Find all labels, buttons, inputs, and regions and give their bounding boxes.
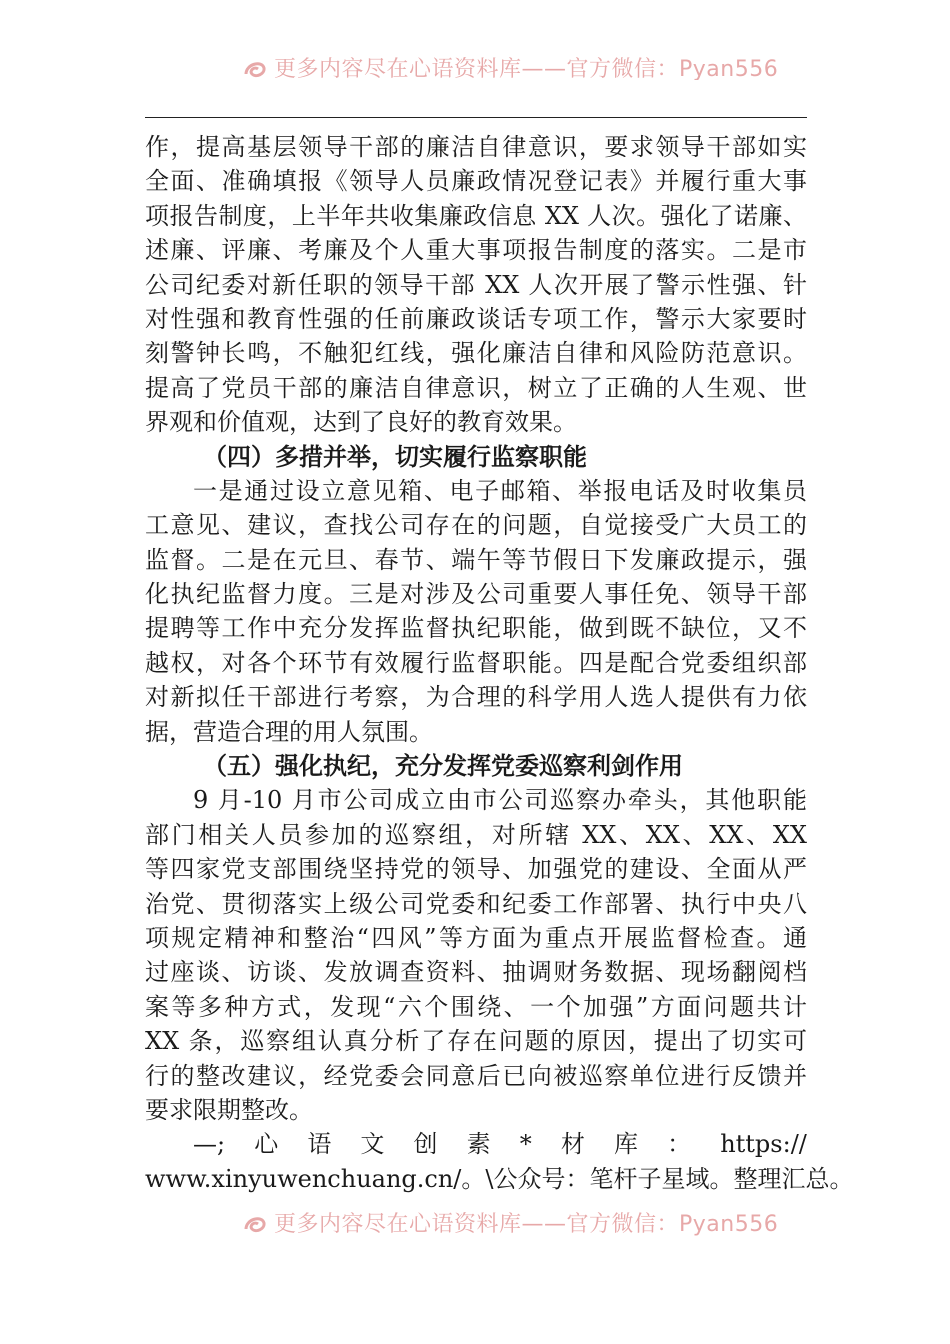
source-token: 素 <box>466 1130 491 1159</box>
text-line: 行的整改建议，经党委会同意后已向被巡察单位进行反馈并 <box>145 1061 807 1090</box>
source-token: 库 <box>613 1130 638 1159</box>
source-token: 材 <box>560 1130 585 1159</box>
text-line: 部门相关人员参加的巡察组，对所辖 XX、XX、XX、XX <box>145 820 807 849</box>
source-note-line <box>145 1127 807 1161</box>
text-line: 化执纪监督力度。三是对涉及公司重要人事任免、领导干部 <box>145 580 807 609</box>
text-line: 越权，对各个环节有效履行监督职能。四是配合党委组织部 <box>145 648 807 677</box>
text-line: 对新拟任干部进行考察，为合理的科学用人选人提供有力依 <box>145 683 807 712</box>
text-line: 案等多种方式，发现“六个围绕、一个加强”方面问题共计 <box>145 992 807 1021</box>
watermark-footer <box>0 1205 950 1245</box>
text-line: 治党、贯彻落实上级公司党委和纪委工作部署、执行中央八 <box>145 889 807 918</box>
watermark-text: 更多内容尽在心语资料库——官方微信：Pyan556 <box>274 57 779 80</box>
watermark-text: 更多内容尽在心语资料库——官方微信：Pyan556 <box>274 1212 779 1237</box>
paragraph-first-line: 一是通过设立意见箱、电子邮箱、举报电话及时收集员 <box>193 476 807 505</box>
text-line: 工意见、建议，查找公司存在的问题，自觉接受广大员工的 <box>145 511 807 540</box>
source-token: 语 <box>307 1130 332 1159</box>
header-rule <box>145 117 807 118</box>
source-token: 心 <box>254 1130 279 1159</box>
swirl-logo-icon <box>242 1211 268 1237</box>
document-body <box>145 130 854 1196</box>
text-line: 监督。二是在元旦、春节、端午等节假日下发廉政提示，强 <box>145 545 807 574</box>
source-token: ： <box>667 1130 692 1159</box>
text-line: 据，营造合理的用人氛围。 <box>145 717 433 746</box>
text-line: 提高了党员干部的廉洁自律意识，树立了正确的人生观、世 <box>145 373 807 402</box>
text-line: 提聘等工作中充分发挥监督执纪职能，做到既不缺位，又不 <box>145 614 807 643</box>
text-line: 刻警钟长鸣，不触犯红线，强化廉洁自律和风险防范意识。 <box>145 339 807 368</box>
watermark-header <box>0 54 950 80</box>
text-line: XX 条，巡察组认真分析了存在问题的原因，提出了切实可 <box>145 1027 807 1056</box>
source-token: 创 <box>413 1130 438 1159</box>
section-heading-4: （四）多措并举，切实履行监察职能 <box>203 441 587 471</box>
source-token: 文 <box>360 1130 385 1159</box>
text-line: 作，提高基层领导干部的廉洁自律意识，要求领导干部如实 <box>145 133 807 161</box>
text-line: 项报告制度，上半年共收集廉政信息 XX 人次。强化了诺廉、 <box>145 201 807 230</box>
text-line: 等四家党支部围绕坚持党的领导、加强党的建设、全面从严 <box>145 855 807 884</box>
source-token: —; <box>193 1130 226 1159</box>
source-url-start: https:// <box>720 1130 807 1159</box>
text-line: 要求限期整改。 <box>145 1095 313 1124</box>
text-line: 对性强和教育性强的任前廉政谈话专项工作，警示大家要时 <box>145 304 807 333</box>
text-line: 过座谈、访谈、发放调查资料、抽调财务数据、现场翻阅档 <box>145 958 807 987</box>
text-line: 项规定精神和整治“四风”等方面为重点开展监督检查。通 <box>145 923 807 952</box>
text-line: 述廉、评廉、考廉及个人重大事项报告制度的落实。二是市 <box>145 236 807 265</box>
swirl-logo-icon <box>242 56 268 80</box>
text-line: 界观和价值观，达到了良好的教育效果。 <box>145 408 577 437</box>
text-line: 全面、准确填报《领导人员廉政情况登记表》并履行重大事 <box>145 167 807 196</box>
text-line: 公司纪委对新任职的领导干部 XX 人次开展了警示性强、针 <box>145 270 807 299</box>
section-heading-5: （五）强化执纪，充分发挥党委巡察利剑作用 <box>203 751 683 781</box>
paragraph-first-line: 9 月-10 月市公司成立由市公司巡察办牵头，其他职能 <box>193 786 807 815</box>
source-note-line-2: www.xinyuwenchuang.cn/。\公众号：笔杆子星域。整理汇总。 <box>145 1164 854 1193</box>
source-token: * <box>519 1130 532 1159</box>
